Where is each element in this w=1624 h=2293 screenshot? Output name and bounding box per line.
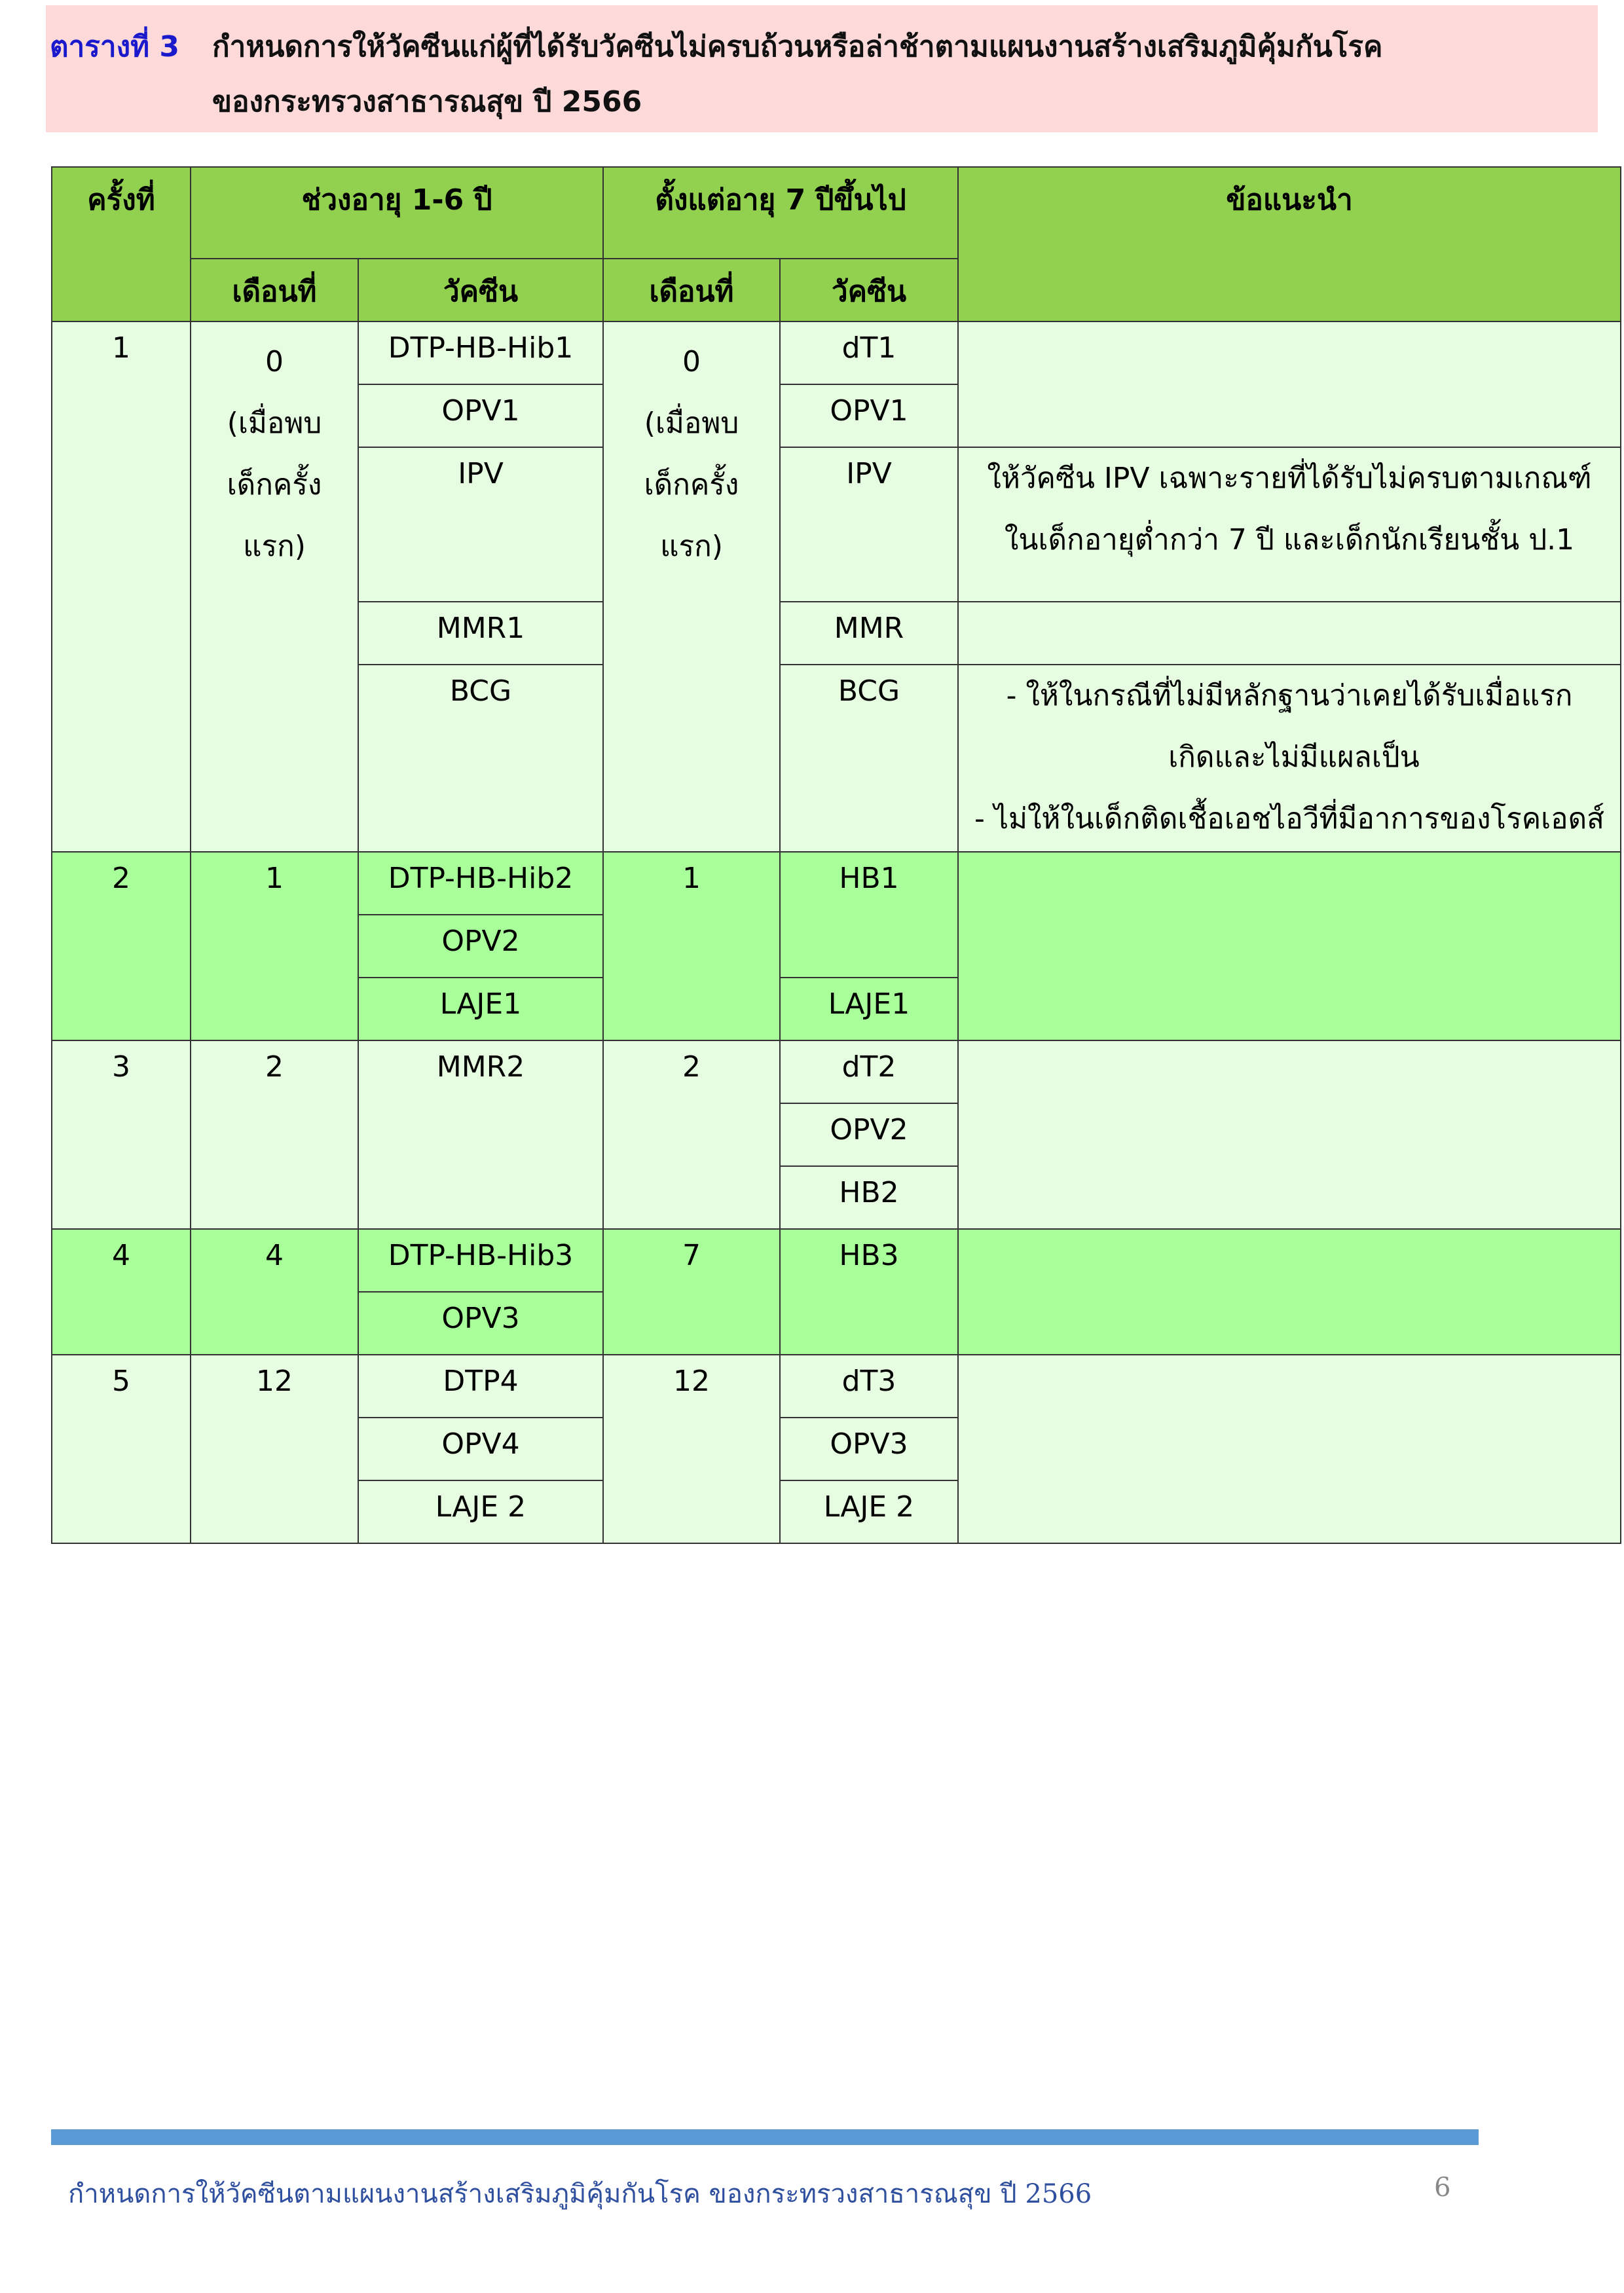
month-cell-b: 7 (603, 1229, 780, 1355)
month-cell-a: 2 (191, 1040, 358, 1229)
vaccine-cell: dT3 (780, 1355, 958, 1418)
visit-cell: 5 (52, 1355, 191, 1543)
month-cell-a: 12 (191, 1355, 358, 1543)
visit-cell: 3 (52, 1040, 191, 1229)
footer-rule (51, 2129, 1479, 2145)
vaccine-cell: OPV4 (358, 1418, 603, 1480)
advice-cell (958, 1040, 1621, 1229)
visit-cell: 2 (52, 852, 191, 1040)
vaccine-cell: MMR2 (358, 1040, 603, 1229)
month-cell-a: 4 (191, 1229, 358, 1355)
month-cell-b: 12 (603, 1355, 780, 1543)
vaccine-cell: dT1 (780, 321, 958, 384)
vaccine-cell: OPV3 (780, 1418, 958, 1480)
vaccine-cell: IPV (780, 447, 958, 602)
vaccine-cell: OPV3 (358, 1292, 603, 1355)
advice-cell (958, 321, 1621, 447)
vaccine-cell: HB3 (780, 1229, 958, 1355)
month-note: (เมื่อพบ (227, 407, 322, 440)
vaccine-cell: OPV2 (780, 1103, 958, 1166)
table-title-line2: ของกระทรวงสาธารณสุข ปี 2566 (212, 85, 642, 119)
header-vaccine-b: วัคซีน (780, 259, 958, 321)
month-note: (เมื่อพบ (644, 407, 739, 440)
header-age-7-up: ตั้งแต่อายุ 7 ปีขึ้นไป (603, 167, 958, 259)
vaccine-cell: LAJE1 (780, 978, 958, 1040)
month-cell-b (603, 321, 780, 852)
visit-cell: 4 (52, 1229, 191, 1355)
vaccine-cell: DTP-HB-Hib1 (358, 321, 603, 384)
vaccine-cell: BCG (358, 665, 603, 852)
advice-line: - ไม่ให้ในเด็กติดเชื้อเอชไอวีที่มีอาการของโรคเอดส์ (974, 802, 1605, 835)
header-vaccine-a: วัคซีน (358, 259, 603, 321)
month-number: 0 (265, 345, 284, 378)
month-cell-a: 1 (191, 852, 358, 1040)
advice-bcg (958, 665, 1621, 852)
header-visit: ครั้งที่ (52, 167, 191, 321)
advice-line: ให้วัคซีน IPV เฉพาะรายที่ได้รับไม่ครบตามเกณฑ์ (987, 462, 1592, 495)
header-age-1-6: ช่วงอายุ 1-6 ปี (191, 167, 603, 259)
vaccine-cell: DTP4 (358, 1355, 603, 1418)
advice-line: - ให้ในกรณีที่ไม่มีหลักฐานว่าเคยได้รับเมื่อแรก (1006, 679, 1573, 712)
vaccine-cell: OPV2 (358, 915, 603, 978)
footer-text: กำหนดการให้วัคซีนตามแผนงานสร้างเสริมภูมิคุ้มกันโรค ของกระทรวงสาธารณสุข ปี 2566 (68, 2179, 1092, 2209)
vaccine-cell: BCG (780, 665, 958, 852)
header-month-b: เดือนที่ (603, 259, 780, 321)
vaccine-cell: OPV1 (358, 384, 603, 447)
header-advice: ข้อแนะนำ (958, 167, 1621, 321)
month-number: 0 (682, 345, 701, 378)
table-title-box (46, 5, 1598, 132)
month-note: แรก) (243, 530, 306, 563)
advice-cell (958, 852, 1621, 1040)
vaccine-cell: LAJE1 (358, 978, 603, 1040)
month-note: เด็กครั้ง (644, 468, 739, 502)
month-cell-b: 2 (603, 1040, 780, 1229)
vaccine-cell: dT2 (780, 1040, 958, 1103)
title-row (50, 16, 1587, 79)
vaccine-cell: HB2 (780, 1166, 958, 1229)
table-number: ตารางที่ 3 (50, 30, 180, 64)
advice-line: ในเด็กอายุต่ำกว่า 7 ปี และเด็กนักเรียนชั้น ป.1 (1004, 523, 1575, 557)
vaccine-cell: DTP-HB-Hib2 (358, 852, 603, 915)
vaccine-cell: DTP-HB-Hib3 (358, 1229, 603, 1292)
visit-cell: 1 (52, 321, 191, 852)
advice-cell (958, 1355, 1621, 1543)
table-title-line1: กำหนดการให้วัคซีนแก่ผู้ที่ได้รับวัคซีนไม่ครบถ้วนหรือล่าช้าตามแผนงานสร้างเสริมภูมิคุ้มกันโรค (212, 30, 1383, 64)
vaccine-cell: MMR1 (358, 602, 603, 665)
vaccine-cell: MMR (780, 602, 958, 665)
month-cell-a (191, 321, 358, 852)
month-cell-b: 1 (603, 852, 780, 1040)
vaccine-cell: IPV (358, 447, 603, 602)
page-number: 6 (1434, 2173, 1451, 2203)
advice-cell (958, 1229, 1621, 1355)
advice-line: เกิดและไม่มีแผลเป็น (1168, 741, 1420, 774)
advice-cell (958, 602, 1621, 665)
vaccine-cell: LAJE 2 (780, 1480, 958, 1543)
month-note: แรก) (660, 530, 723, 563)
month-note: เด็กครั้ง (227, 468, 322, 502)
vaccine-schedule-table (51, 166, 1621, 1544)
vaccine-cell: LAJE 2 (358, 1480, 603, 1543)
header-month-a: เดือนที่ (191, 259, 358, 321)
advice-ipv (958, 447, 1621, 602)
vaccine-cell: HB1 (780, 852, 958, 978)
vaccine-cell: OPV1 (780, 384, 958, 447)
